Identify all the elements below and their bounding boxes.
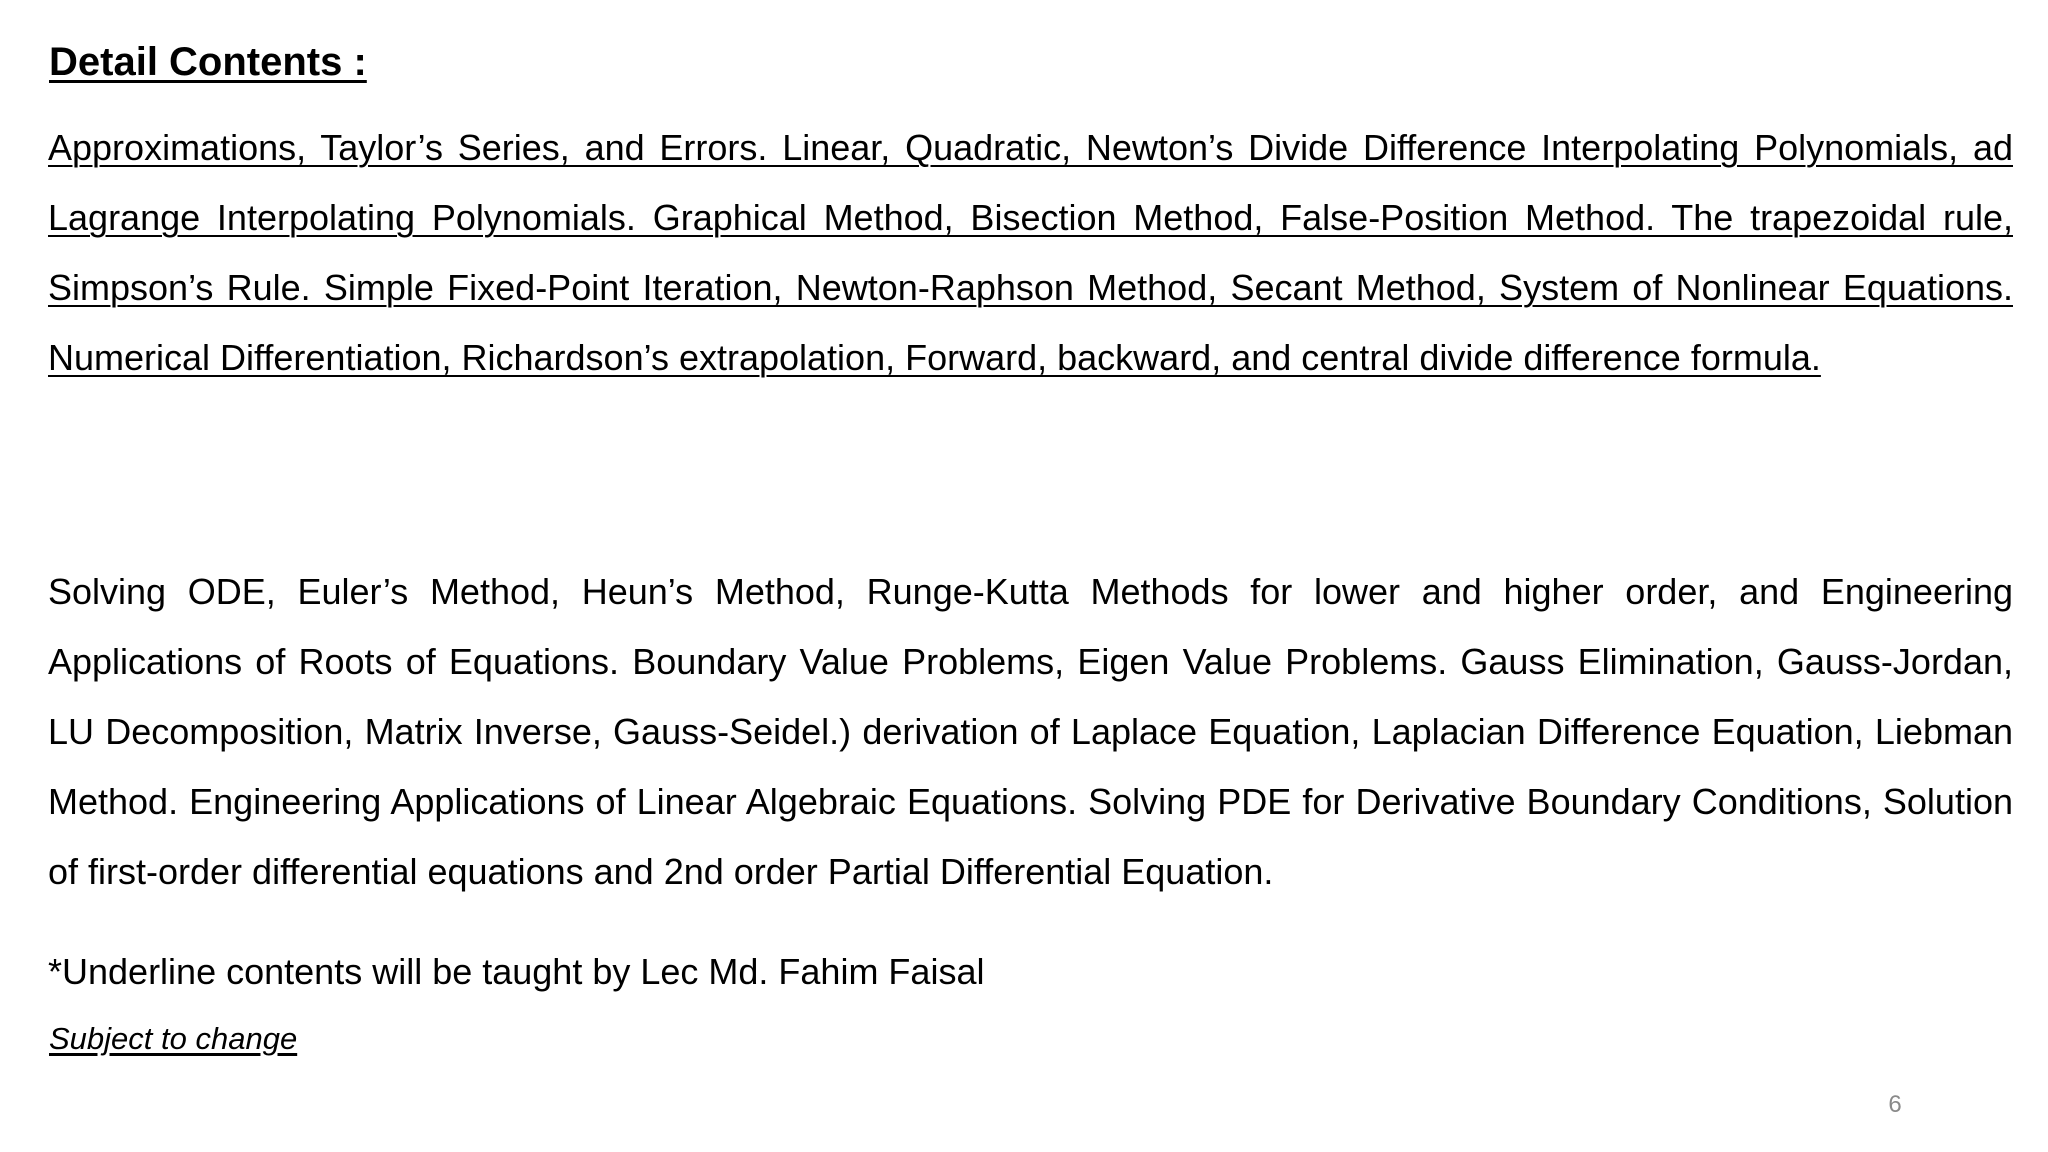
slide-title: Detail Contents :: [49, 40, 367, 84]
underlined-contents-paragraph: Approximations, Taylor’s Series, and Errors. Linear, Quadratic, Newton’s Divide Difference Interpolating Polynomials, ad Lagrange Interpolating Polynomials. Graphical Method, Bisection Method, False-Position Method. The trapezoidal rule, Simpson’s Rule. Simple Fixed-Point Iteration, Newton-Raphson Method, Secant Method, System of Nonlinear Equations. Numerical Differentiation, Richardson’s extrapolation, Forward, backward, and central divide difference formula.: [48, 127, 2013, 378]
subject-to-change-note: Subject to change: [49, 1021, 298, 1056]
page-number: 6: [1888, 1091, 1902, 1118]
contents-paragraph: Solving ODE, Euler’s Method, Heun’s Method, Runge-Kutta Methods for lower and higher order, and Engineering Applications of Roots of Equations. Boundary Value Problems, Eigen Value Problems. Gauss Elimination, Gauss-Jordan, LU Decomposition, Matrix Inverse, Gauss-Seidel.) derivation of Laplace Equation, Laplacian Difference Equation, Liebman Method. Engineering Applications of Linear Algebraic Equations. Solving PDE for Derivative Boundary Conditions, Solution of first-order differential equations and 2nd order Partial Differential Equation.: [48, 571, 2013, 892]
instructor-note: *Underline contents will be taught by Lec Md. Fahim Faisal: [48, 951, 985, 992]
